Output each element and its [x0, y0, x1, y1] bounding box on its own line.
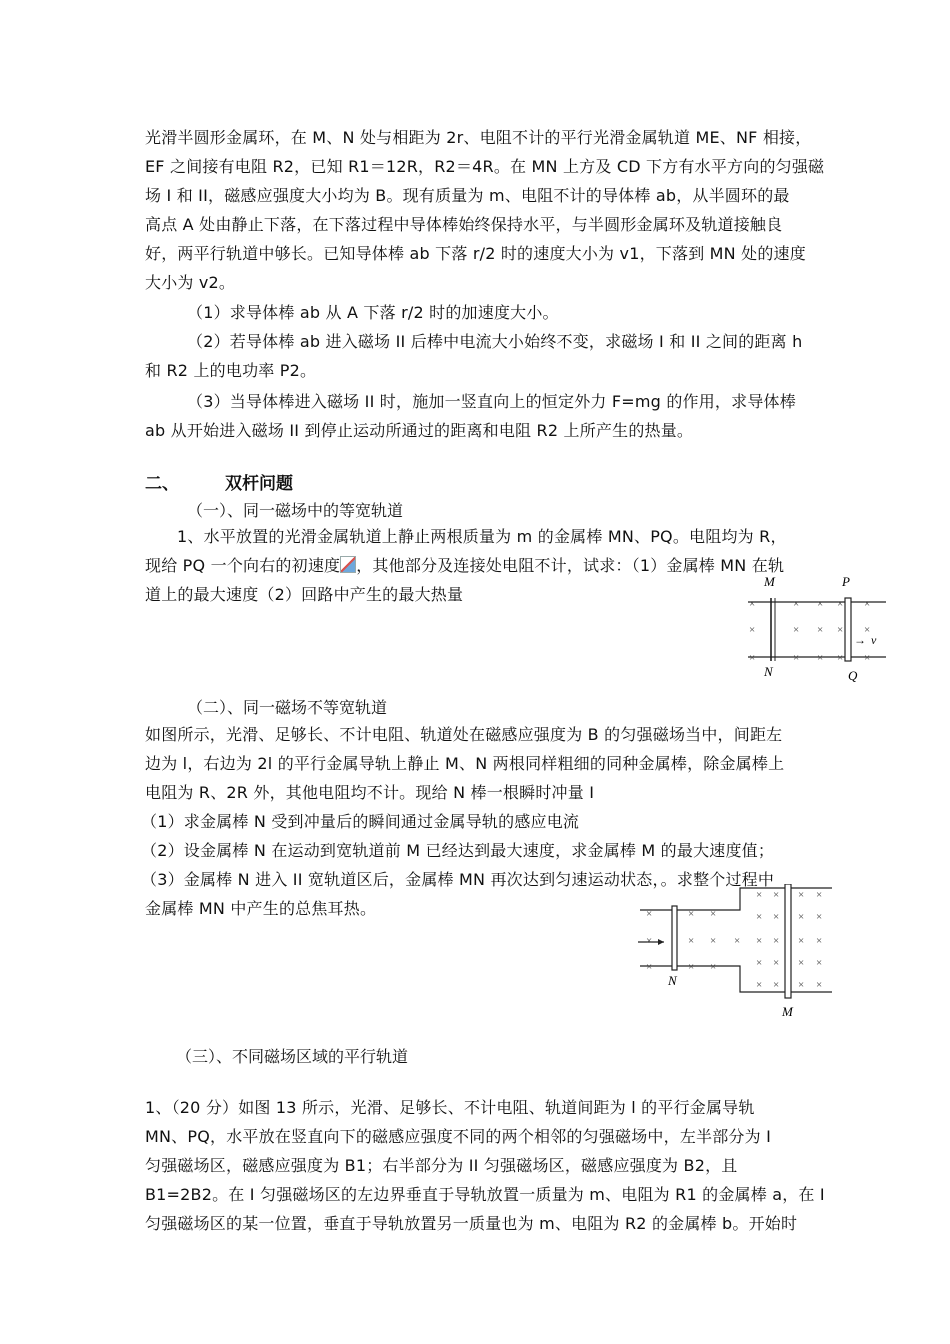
label-p: P: [842, 574, 850, 589]
text-fragment: ，其他部分及连接处电阻不计，试求：（1）金属棒 MN 在轨: [356, 556, 785, 575]
cross-mark: ×: [793, 652, 800, 664]
question-3-line: ab 从开始进入磁场 II 到停止运动所通过的距离和电阻 R2 上所产生的热量。: [145, 421, 694, 440]
cross-mark: ×: [817, 624, 824, 636]
cross-mark: ×: [646, 961, 653, 973]
cross-mark: ×: [798, 979, 805, 991]
cross-mark: ×: [756, 979, 763, 991]
cross-mark: ×: [646, 908, 653, 920]
section2-title: 双杆问题: [225, 474, 293, 494]
cross-mark: ×: [773, 957, 780, 969]
broken-image-icon: [340, 556, 356, 573]
cross-mark: ×: [688, 908, 695, 920]
question-1-text: （1）求导体棒 ab 从 A 下落 r/2 时的加速度大小。: [187, 303, 559, 322]
text-line: 电阻为 R、2R 外，其他电阻均不计。现给 N 棒一根瞬时冲量 I: [145, 783, 595, 802]
text-line: （1）求金属棒 N 受到冲量后的瞬间通过金属导轨的感应电流: [141, 812, 580, 831]
text-line: EF 之间接有电阻 R2，已知 R1＝12R，R2＝4R。在 MN 上方及 CD 下方有水平方向的匀强磁: [145, 157, 825, 176]
text-line: B1=2B2。在 I 匀强磁场区的左边界垂直于导轨放置一质量为 m、电阻为 R1 的金属棒 a，在 I: [145, 1185, 825, 1204]
cross-mark: ×: [816, 957, 823, 969]
cross-mark: ×: [749, 652, 756, 664]
cross-mark: ×: [710, 961, 717, 973]
rod-m: [785, 884, 791, 998]
figure-equal-width-rails: [740, 572, 890, 684]
cross-mark: ×: [864, 652, 871, 664]
impulse-arrow-head: [658, 939, 664, 945]
text-line: 道上的最大速度（2）回路中产生的最大热量: [145, 585, 464, 604]
cross-mark: ×: [773, 889, 780, 901]
label-q: Q: [848, 668, 858, 683]
cross-mark: ×: [837, 652, 844, 664]
cross-mark: ×: [756, 889, 763, 901]
text-line: 匀强磁场区，磁感应强度为 B1；右半部分为 II 匀强磁场区，磁感应强度为 B2，且: [145, 1156, 738, 1175]
text-line: 如图所示，光滑、足够长、不计电阻、轨道处在磁感应强度为 B 的匀强磁场当中，间距左: [145, 725, 783, 744]
question-3: [145, 387, 810, 445]
text-line: 高点 A 处由静止下落，在下落过程中导体棒始终保持水平，与半圆形金属环及轨道接触良: [145, 215, 783, 234]
cross-mark: ×: [864, 598, 871, 610]
cross-mark: ×: [864, 624, 871, 636]
section2-heading: [145, 470, 293, 499]
question-3-line: （3）当导体棒进入磁场 II 时，施加一竖直向上的恒定外力 F=mg 的作用，求导体棒: [187, 392, 796, 411]
cross-mark: ×: [773, 911, 780, 923]
cross-mark: ×: [798, 889, 805, 901]
rod-n: [672, 906, 677, 970]
figure-unequal-width-rails: [636, 884, 836, 1022]
text-line: 金属棒 MN 中产生的总焦耳热。: [145, 899, 377, 918]
text-line: 大小为 v2。: [145, 273, 236, 292]
text-line: 1、水平放置的光滑金属轨道上静止两根质量为 m 的金属棒 MN、PQ。电阻均为 R，: [177, 527, 787, 546]
arrow-icon: →: [854, 633, 866, 647]
cross-mark: ×: [793, 598, 800, 610]
cross-mark: ×: [817, 652, 824, 664]
text-line: （2）设金属棒 N 在运动到宽轨道前 M 已经达到最大速度，求金属棒 M 的最大速度值；: [141, 841, 775, 860]
label-m: M: [782, 1004, 793, 1019]
section1-paragraph: [145, 123, 825, 297]
label-v: v: [871, 633, 877, 647]
text-line: 边为 l，右边为 2l 的平行金属导轨上静止 M、N 两根同样粗细的同种金属棒，除金属棒上: [145, 754, 785, 773]
text-line: MN、PQ，水平放在竖直向下的磁感应强度不同的两个相邻的匀强磁场中，左半部分为 I: [145, 1127, 772, 1146]
cross-mark: ×: [816, 979, 823, 991]
part3-problem: [145, 1093, 825, 1238]
label-n: N: [764, 664, 773, 679]
cross-mark: ×: [798, 911, 805, 923]
cross-mark: ×: [688, 935, 695, 947]
question-2-line: （2）若导体棒 ab 进入磁场 II 后棒中电流大小始终不变，求磁场 I 和 II 之间的距离 h: [187, 332, 803, 351]
cross-mark: ×: [749, 624, 756, 636]
text-line: 场 I 和 II，磁感应强度大小均为 B。现有质量为 m、电阻不计的导体棒 ab，从半圆环的最: [145, 186, 790, 205]
text-line: 好，两平行轨道中够长。已知导体棒 ab 下落 r/2 时的速度大小为 v1，下落到 MN 处的速度: [145, 244, 806, 263]
cross-mark: ×: [756, 911, 763, 923]
question-2: [145, 327, 810, 385]
cross-mark: ×: [837, 598, 844, 610]
cross-mark: ×: [749, 598, 756, 610]
question-1: [187, 298, 852, 327]
section2-number: 二、: [145, 474, 179, 494]
label-m: M: [764, 574, 775, 589]
cross-mark: ×: [646, 935, 653, 947]
label-n: N: [668, 973, 677, 988]
text-line: 匀强磁场区的某一位置，垂直于导轨放置另一质量也为 m、电阻为 R2 的金属棒 b。开始时: [145, 1214, 798, 1233]
cross-mark: ×: [710, 908, 717, 920]
cross-mark: ×: [837, 624, 844, 636]
part1-problem: [145, 522, 810, 609]
part2-title: （二）、同一磁场不等宽轨道: [187, 698, 388, 717]
part1-title: （一）、同一磁场中的等宽轨道: [187, 501, 404, 520]
text-line: 光滑半圆形金属环，在 M、N 处与相距为 2r、电阻不计的平行光滑金属轨道 ME、NF 相接，: [145, 128, 812, 147]
cross-mark: ×: [798, 935, 805, 947]
cross-mark: ×: [816, 911, 823, 923]
cross-mark: ×: [773, 979, 780, 991]
cross-mark: ×: [816, 935, 823, 947]
cross-mark: ×: [734, 935, 741, 947]
text-fragment: 现给 PQ 一个向右的初速度: [145, 556, 341, 575]
cross-mark: ×: [816, 889, 823, 901]
cross-mark: ×: [773, 935, 780, 947]
text-line: 1、（20 分）如图 13 所示，光滑、足够长、不计电阻、轨道间距为 l 的平行金属导轨: [145, 1098, 755, 1117]
text-line: （3）金属棒 N 进入 II 宽轨道区后，金属棒 MN 再次达到匀速运动状态，。求整个过程中: [141, 870, 775, 889]
cross-mark: ×: [793, 624, 800, 636]
text-line: [145, 551, 810, 580]
cross-mark: ×: [756, 957, 763, 969]
cross-mark: ×: [798, 957, 805, 969]
rod-pq: [845, 598, 851, 661]
cross-mark: ×: [817, 598, 824, 610]
cross-mark: ×: [710, 935, 717, 947]
cross-mark: ×: [756, 935, 763, 947]
question-2-line: 和 R2 上的电功率 P2。: [145, 361, 317, 380]
cross-mark: ×: [688, 961, 695, 973]
part3-title: （三）、不同磁场区域的平行轨道: [176, 1047, 409, 1066]
field-crosses: [749, 598, 870, 664]
